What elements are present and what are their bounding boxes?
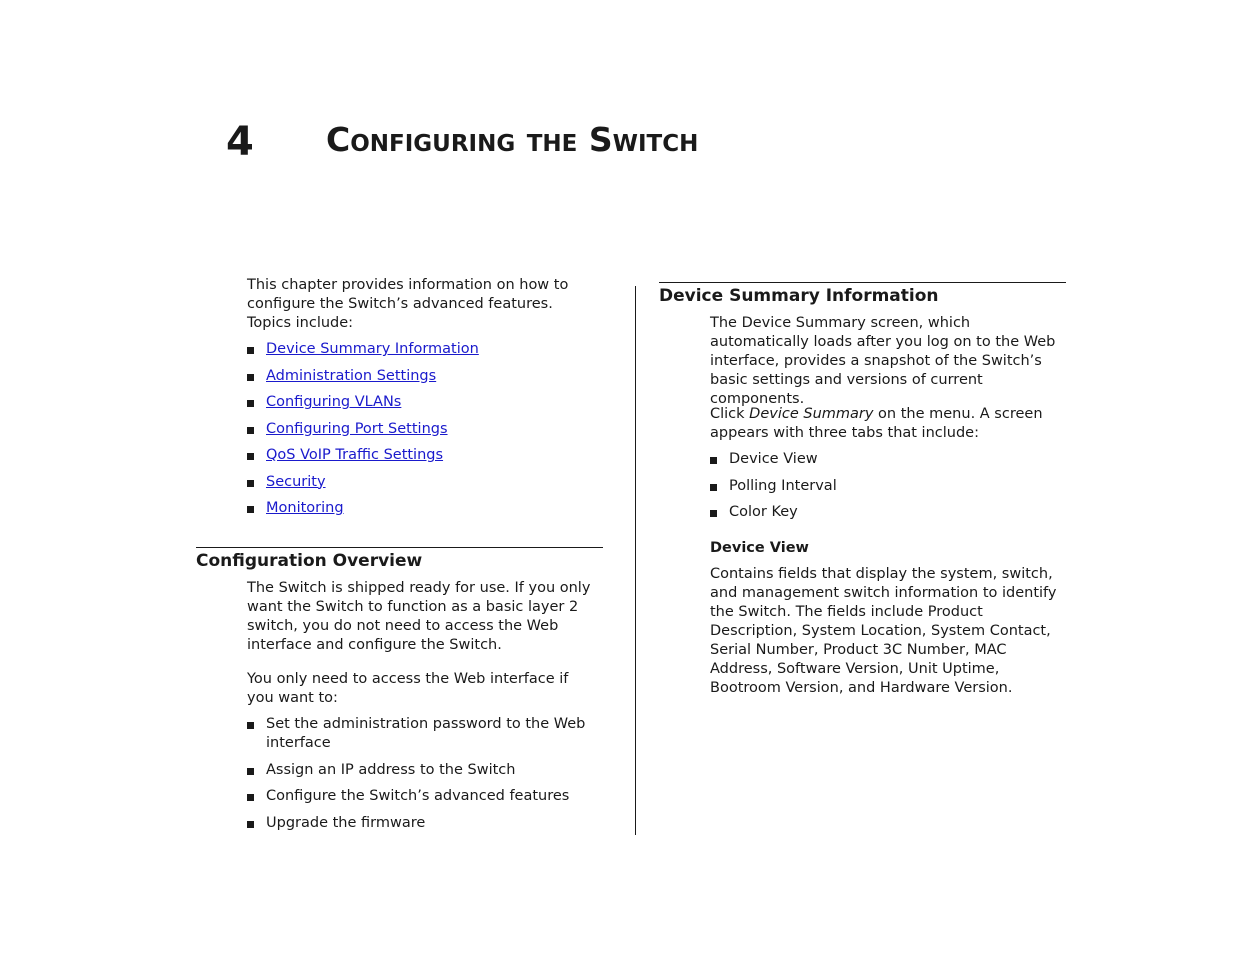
intro-text: This chapter provides information on how to configure the Switch’s advanced features. Topics include: xyxy=(247,277,569,331)
overview-list xyxy=(247,715,587,840)
list-item xyxy=(247,499,479,526)
bullet-icon xyxy=(247,480,254,487)
bullet-icon xyxy=(247,453,254,460)
list-item xyxy=(247,446,479,473)
list-item xyxy=(247,787,587,806)
list-item xyxy=(247,393,479,420)
click-instruction xyxy=(710,405,1066,443)
bullet-icon xyxy=(247,374,254,381)
list-item xyxy=(710,503,1050,522)
device-summary-paragraph xyxy=(710,314,1066,409)
topics-list xyxy=(247,340,479,526)
list-item xyxy=(710,450,1050,469)
list-item xyxy=(247,761,587,780)
bullet-icon xyxy=(710,457,717,464)
topic-link-administration[interactable]: Administration Settings xyxy=(266,367,437,384)
list-item-text: Polling Interval xyxy=(729,477,837,494)
list-item-text: Upgrade the firmware xyxy=(266,814,426,831)
device-view-paragraph xyxy=(710,565,1066,698)
click-prefix: Click xyxy=(710,406,750,422)
topic-link-security[interactable]: Security xyxy=(266,473,326,490)
intro-paragraph xyxy=(247,276,597,333)
bullet-icon xyxy=(247,794,254,801)
section-rule xyxy=(659,282,1066,283)
chapter-title: Configuring the Switch xyxy=(326,120,699,159)
list-item-text: Set the administration password to the Web interface xyxy=(266,716,586,751)
bullet-icon xyxy=(247,427,254,434)
bullet-icon xyxy=(247,347,254,354)
topic-link-device-summary[interactable]: Device Summary Information xyxy=(266,341,479,357)
overview-text: The Switch is shipped ready for use. If you only want the Switch to function as a basic layer 2 switch, you do not need to access the Web interface and configure the Switch. xyxy=(247,580,591,653)
list-item xyxy=(247,715,587,753)
bullet-icon xyxy=(710,484,717,491)
topic-link-qos[interactable]: QoS VoIP Traffic Settings xyxy=(266,447,444,463)
bullet-icon xyxy=(247,722,254,729)
click-suffix: on the menu. A screen appears with three tabs that include: xyxy=(710,406,1043,441)
list-item xyxy=(247,814,587,833)
list-item xyxy=(247,473,479,500)
overview-paragraph xyxy=(247,670,587,708)
list-item-text: Assign an IP address to the Switch xyxy=(266,761,516,778)
section-rule xyxy=(196,547,603,548)
section-heading: Device Summary Information xyxy=(659,286,939,306)
bullet-icon xyxy=(247,506,254,513)
list-item xyxy=(247,420,479,447)
list-item-text: Configure the Switch’s advanced features xyxy=(266,788,570,804)
topic-link-vlans[interactable]: Configuring VLANs xyxy=(266,394,402,410)
device-view-text: Contains fields that display the system, switch, and management switch information to identify the Switch. The fields include Product Description, System Location, System Contact, Serial Number, Product 3C Number, MAC Address, Software Version, Unit Uptime, Bootroom Version, and Hardware Version. xyxy=(710,566,1057,696)
bullet-icon xyxy=(247,821,254,828)
list-item xyxy=(710,477,1050,496)
bullet-icon xyxy=(247,768,254,775)
bullet-icon xyxy=(247,400,254,407)
list-item xyxy=(247,340,479,367)
overview-paragraph xyxy=(247,579,599,655)
device-summary-menu-ref: Device Summary xyxy=(749,406,874,422)
overview-text: You only need to access the Web interface if you want to: xyxy=(247,671,569,706)
subsection-heading: Device View xyxy=(710,540,809,556)
topic-link-port-settings[interactable]: Configuring Port Settings xyxy=(266,420,448,437)
tabs-list xyxy=(710,450,1050,530)
bullet-icon xyxy=(710,510,717,517)
list-item-text: Color Key xyxy=(729,504,798,520)
list-item xyxy=(247,367,479,394)
chapter-number: 4 xyxy=(226,119,254,165)
click-instruction-paragraph xyxy=(710,405,1066,443)
list-item-text: Device View xyxy=(729,451,818,467)
topic-link-monitoring[interactable]: Monitoring xyxy=(266,500,344,516)
device-summary-text: The Device Summary screen, which automatically loads after you log on to the Web interface, provides a snapshot of the Switch’s basic settings and versions of current components. xyxy=(710,315,1056,407)
section-heading: Configuration Overview xyxy=(196,551,423,571)
column-divider xyxy=(635,286,636,835)
